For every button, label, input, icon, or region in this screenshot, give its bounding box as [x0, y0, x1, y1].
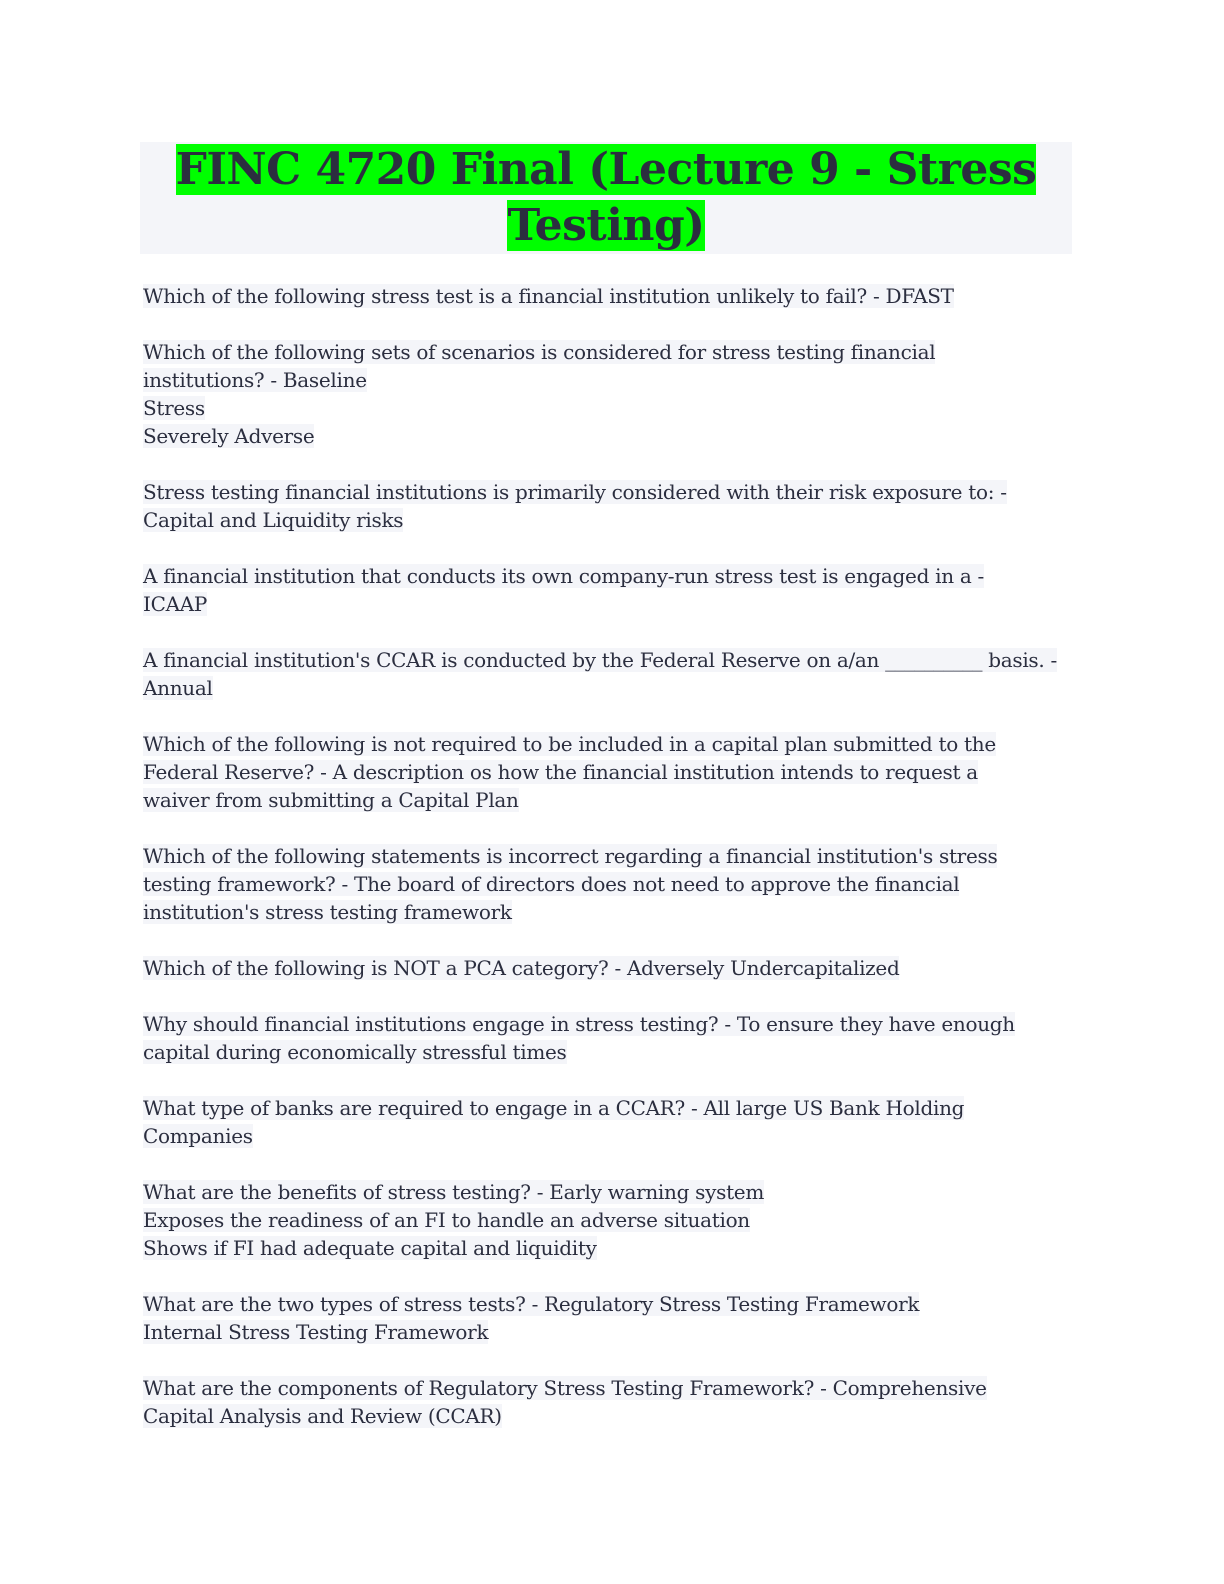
qa-item — [143, 1290, 1068, 1346]
qa-line-text: testing framework? - The board of directors does not need to approve the financial — [143, 872, 960, 896]
qa-item — [143, 562, 1068, 618]
qa-line-text: A financial institution's CCAR is conducted by the Federal Reserve on a/an __________ basis. - — [143, 648, 1057, 672]
qa-line — [143, 954, 1068, 982]
qa-line — [143, 730, 1068, 758]
qa-item — [143, 282, 1068, 310]
qa-line-text: institutions? - Baseline — [143, 368, 367, 392]
qa-line-text: capital during economically stressful times — [143, 1040, 567, 1064]
qa-line-text: institution's stress testing framework — [143, 900, 512, 924]
qa-line-text: waiver from submitting a Capital Plan — [143, 788, 519, 812]
qa-line-text: Which of the following statements is incorrect regarding a financial institution's stress — [143, 844, 998, 868]
qa-line-text: Severely Adverse — [143, 424, 315, 448]
qa-item — [143, 646, 1068, 702]
title-block — [140, 142, 1072, 254]
qa-line-text: Which of the following is not required to be included in a capital plan submitted to the — [143, 732, 996, 756]
qa-item — [143, 1094, 1068, 1150]
qa-line-text: Exposes the readiness of an FI to handle an adverse situation — [143, 1208, 750, 1232]
qa-line-text: Annual — [143, 676, 213, 700]
qa-line — [143, 842, 1068, 870]
qa-line — [143, 562, 1068, 590]
qa-line — [143, 338, 1068, 366]
qa-line — [143, 1010, 1068, 1038]
qa-line-text: What are the two types of stress tests? - Regulatory Stress Testing Framework — [143, 1292, 920, 1316]
qa-list — [143, 282, 1068, 1458]
qa-line-text: What are the benefits of stress testing? - Early warning system — [143, 1180, 765, 1204]
qa-item — [143, 954, 1068, 982]
qa-line-text: Which of the following sets of scenarios is considered for stress testing financial — [143, 340, 936, 364]
qa-line — [143, 786, 1068, 814]
qa-item — [143, 842, 1068, 926]
qa-line — [143, 590, 1068, 618]
qa-line-text: Capital and Liquidity risks — [143, 508, 404, 532]
qa-line — [143, 870, 1068, 898]
qa-line-text: Which of the following stress test is a financial institution unlikely to fail? - DFAST — [143, 284, 954, 308]
qa-item — [143, 478, 1068, 534]
qa-line — [143, 1122, 1068, 1150]
qa-line-text: Why should financial institutions engage in stress testing? - To ensure they have enough — [143, 1012, 1015, 1036]
qa-line-text: Stress — [143, 396, 205, 420]
qa-line — [143, 394, 1068, 422]
qa-line-text: Shows if FI had adequate capital and liquidity — [143, 1236, 597, 1260]
qa-item — [143, 1374, 1068, 1430]
qa-line — [143, 506, 1068, 534]
qa-line-text: Stress testing financial institutions is primarily considered with their risk exposure to: - — [143, 480, 1007, 504]
qa-line — [143, 674, 1068, 702]
qa-line — [143, 1094, 1068, 1122]
qa-line — [143, 478, 1068, 506]
qa-line-text: What are the components of Regulatory Stress Testing Framework? - Comprehensive — [143, 1376, 987, 1400]
qa-line — [143, 758, 1068, 786]
qa-line — [143, 1318, 1068, 1346]
qa-item — [143, 1178, 1068, 1262]
qa-line-text: ICAAP — [143, 592, 208, 616]
qa-line-text: What type of banks are required to engage in a CCAR? - All large US Bank Holding — [143, 1096, 965, 1120]
qa-line-text: A financial institution that conducts its own company-run stress test is engaged in a - — [143, 564, 985, 588]
qa-line-text: Federal Reserve? - A description os how the financial institution intends to request a — [143, 760, 978, 784]
qa-line — [143, 366, 1068, 394]
qa-line — [143, 1290, 1068, 1318]
qa-item — [143, 338, 1068, 450]
qa-item — [143, 1010, 1068, 1066]
qa-line — [143, 1234, 1068, 1262]
qa-line — [143, 1038, 1068, 1066]
qa-line — [143, 1178, 1068, 1206]
page-title: FINC 4720 Final (Lecture 9 - Stress Testing) — [175, 144, 1037, 251]
qa-line — [143, 1206, 1068, 1234]
qa-line — [143, 646, 1068, 674]
qa-line-text: Which of the following is NOT a PCA category? - Adversely Undercapitalized — [143, 956, 900, 980]
qa-line — [143, 1402, 1068, 1430]
qa-line — [143, 898, 1068, 926]
qa-line-text: Capital Analysis and Review (CCAR) — [143, 1404, 502, 1428]
qa-line-text: Internal Stress Testing Framework — [143, 1320, 489, 1344]
qa-line — [143, 422, 1068, 450]
qa-item — [143, 730, 1068, 814]
qa-line — [143, 282, 1068, 310]
qa-line — [143, 1374, 1068, 1402]
qa-line-text: Companies — [143, 1124, 253, 1148]
